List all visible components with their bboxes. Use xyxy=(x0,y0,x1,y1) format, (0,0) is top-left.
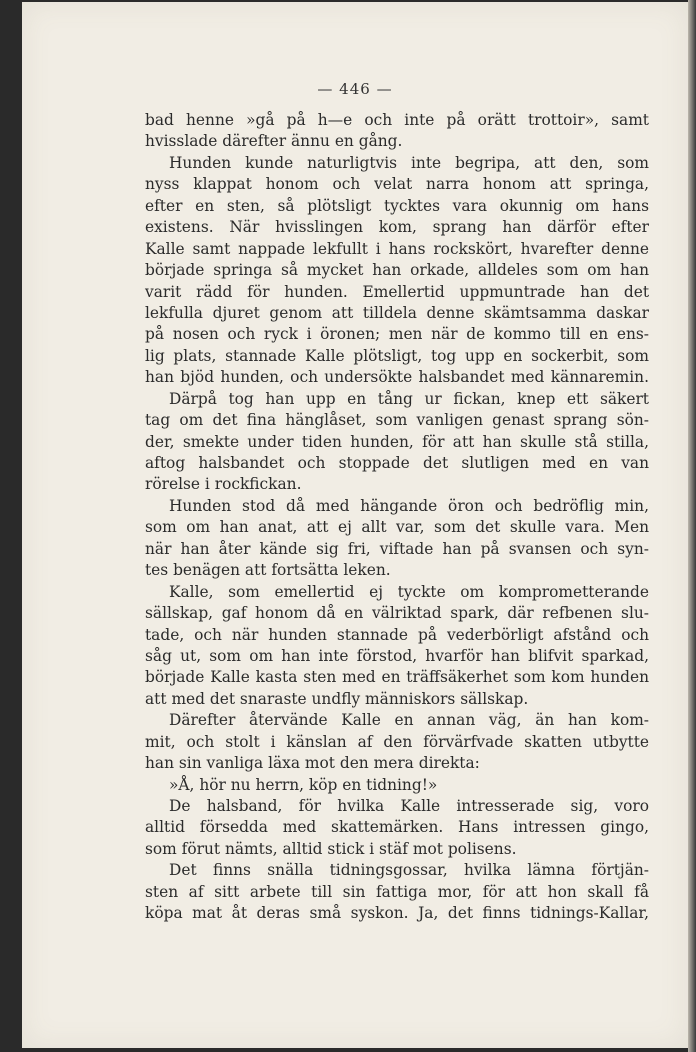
text-line: att med det snaraste undfly människors sällskap. xyxy=(145,689,529,708)
text-line: köpa mat åt deras små syskon. Ja, det finns tidnings-Kallar, xyxy=(145,904,649,923)
text-line: efter en sten, så plötsligt tycktes vara okunnig om hans xyxy=(145,196,649,215)
page-number: — 446 — xyxy=(317,80,393,98)
body-text xyxy=(145,110,649,925)
text-line: han sin vanliga läxa mot den mera direkta: xyxy=(145,754,480,773)
text-line: lig plats, stannade Kalle plötsligt, tog upp en sockerbit, som xyxy=(145,346,649,365)
page-edge xyxy=(688,0,696,1052)
text-line: varit rädd för hunden. Emellertid uppmuntrade han det xyxy=(145,282,649,301)
text-line: Hunden kunde naturligtvis inte begripa, att den, som xyxy=(169,153,649,172)
text-line: hvisslade därefter ännu en gång. xyxy=(145,132,403,151)
text-line: Det finns snälla tidningsgossar, hvilka lämna förtjän- xyxy=(169,861,649,880)
text-line: började Kalle kasta sten med en träffsäkerhet som kom hunden xyxy=(145,668,649,687)
book-page xyxy=(22,2,688,1048)
text-line: Kalle samt nappade lekfullt i hans rockskört, hvarefter denne xyxy=(145,239,649,258)
text-line: aftog halsbandet och stoppade det slutligen med en van xyxy=(145,454,649,472)
text-line: tag om det fina hänglåset, som vanligen genast sprang sön- xyxy=(145,411,649,430)
text-line: tade, och när hunden stannade på vederbörligt afstånd och xyxy=(145,625,649,644)
text-line: nyss klappat honom och velat narra honom att springa, xyxy=(145,175,649,194)
text-line: på nosen och ryck i öronen; men när de kommo till en ens- xyxy=(145,325,649,344)
text-line: tes benägen att fortsätta leken. xyxy=(145,561,391,580)
text-line: mit, och stolt i känslan af den förvärfvade skatten utbytte xyxy=(145,732,649,751)
text-line: rörelse i rockfickan. xyxy=(145,475,302,494)
text-line: började springa så mycket han orkade, alldeles som om han xyxy=(145,261,649,280)
text-line: existens. När hvisslingen kom, sprang han därför efter xyxy=(145,218,649,237)
text-line: alltid försedda med skattemärken. Hans intressen gingo, xyxy=(145,818,649,837)
text-line: De halsband, för hvilka Kalle intresserade sig, voro xyxy=(169,797,649,815)
text-line: bad henne »gå på h—e och inte på orätt trottoir», samt xyxy=(145,111,649,129)
text-line: lekfulla djuret genom att tilldela denne skämtsamma daskar xyxy=(145,303,649,322)
text-line: såg ut, som om han inte förstod, hvarför han blifvit sparkad, xyxy=(145,646,649,665)
text-line: sten af sitt arbete till sin fattiga mor, för att hon skall få xyxy=(145,882,649,901)
text-line: sällskap, gaf honom då en välriktad spark, där refbenen slu- xyxy=(145,604,649,623)
text-line: som förut nämts, alltid stick i stäf mot polisens. xyxy=(145,839,517,858)
text-line: han bjöd hunden, och undersökte halsbandet med kännaremin. xyxy=(145,368,649,387)
text-line: »Å, hör nu herrn, köp en tidning!» xyxy=(169,775,438,794)
text-line: som om han anat, att ej allt var, som det skulle vara. Men xyxy=(145,518,649,537)
text-line: Därefter återvände Kalle en annan väg, än han kom- xyxy=(169,711,649,730)
text-line: der, smekte under tiden hunden, för att han skulle stå stilla, xyxy=(145,432,649,451)
text-line: Kalle, som emellertid ej tyckte om komprometterande xyxy=(169,582,649,601)
text-line: Därpå tog han upp en tång ur fickan, knep ett säkert xyxy=(169,389,649,408)
text-line: Hunden stod då med hängande öron och bedröflig min, xyxy=(169,496,649,515)
text-line: när han åter kände sig fri, viftade han på svansen och syn- xyxy=(145,539,649,558)
